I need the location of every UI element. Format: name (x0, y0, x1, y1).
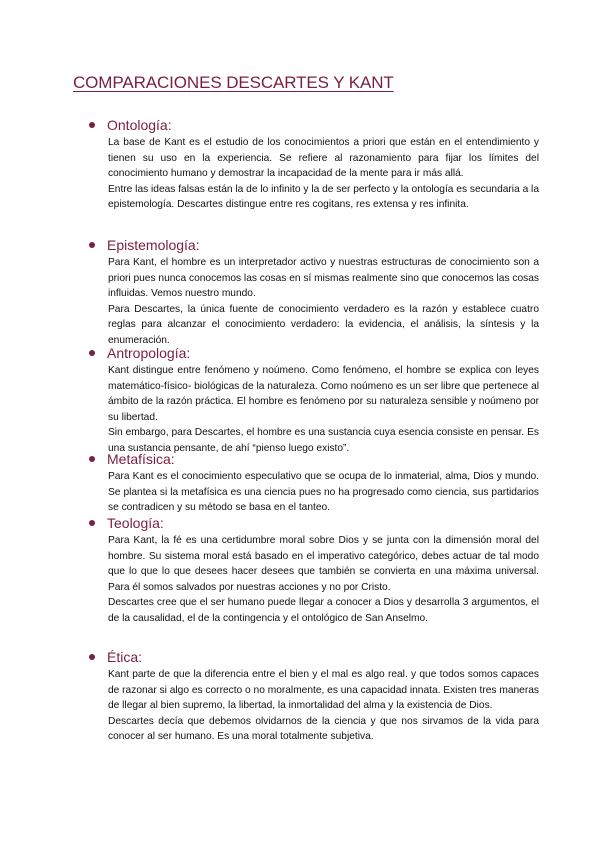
bullet-icon (89, 654, 95, 660)
bullet-icon (89, 122, 95, 128)
paragraph: Para Kant, la fé es una certidumbre moral sobre Dios y se junta con la dimensión moral del hombre. Su sistema moral está basado en el imperativo categórico, debes actuar de tal modo que lo que lo que desees hacer desees que también se convierta en una máxima universal. Para él somos salvados por nuestras acciones y no por Cristo. (108, 535, 539, 593)
bullet-icon (89, 520, 95, 526)
paragraph: Para Kant es el conocimiento especulativo que se ocupa de lo inmaterial, alma, Dios y mundo. Se plantea si la metafísica es una ciencia pues no ha progresado como ciencia, sus partidarios se contradicen y su método se basa en el tanteo. (108, 471, 539, 513)
section-heading-label: Ética: (107, 648, 143, 665)
page-title: COMPARACIONES DESCARTES Y KANT (73, 73, 394, 92)
paragraph: Kant parte de que la diferencia entre el bien y el mal es algo real. y que todos somos capaces de razonar si algo es correcto o no moralmente, es una capacidad innata. Existen tres maneras de llegar al bien supremo, la libertad, la inmortalidad del alma y la existencia de Dios. (108, 669, 539, 711)
paragraph: La base de Kant es el estudio de los conocimientos a priori que están en el entendimiento y tienen su uso en la experiencia. Se refiere al razonamiento para fijar los límites del conocimiento humano y demostrar la incapacidad de la mente para ir más allá. (108, 137, 539, 179)
paragraph: Sin embargo, para Descartes, el hombre es una sustancia cuya esencia consiste en pensar. Es una sustancia pensante, de ahí “pienso luego existo”. (108, 427, 539, 454)
section-etica (91, 648, 541, 745)
section-metafisica (91, 450, 541, 516)
section-ontologia (91, 116, 541, 213)
section-heading-label: Teología: (107, 514, 164, 531)
bullet-icon (89, 242, 95, 248)
section-heading-label: Metafísica: (107, 450, 175, 467)
paragraph: Para Kant, el hombre es un interpretador activo y nuestras estructuras de conocimiento son a priori pues nunca conocemos las cosas en sí mismas realmente sino que conocemos las cosas influidas. Vemos nuestro mundo. (108, 257, 539, 299)
paragraph: Entre las ideas falsas están la de lo infinito y la de ser perfecto y la ontología es secundaria a la epistemología. Descartes distingue entre res cogitans, res extensa y res infinita. (108, 183, 539, 210)
section-heading-label: Antropología: (107, 344, 191, 361)
section-antropologia (91, 344, 541, 456)
section-heading (89, 648, 541, 665)
paragraph: Para Descartes, la única fuente de conocimiento verdadero es la razón y establece cuatro reglas para alcanzar el conocimiento verdadero: la evidencia, el análisis, la síntesis y la enumeración. (108, 303, 539, 346)
section-heading (89, 116, 541, 133)
section-heading (89, 344, 541, 361)
section-epistemologia (91, 236, 541, 348)
section-heading (89, 450, 541, 467)
bullet-icon (89, 456, 95, 462)
bullet-icon (89, 350, 95, 356)
section-teologia (91, 514, 541, 626)
section-heading (89, 236, 541, 253)
section-heading-label: Ontología: (107, 116, 172, 133)
paragraph: Kant distingue entre fenómeno y noúmeno. Como fenómeno, el hombre se explica con leyes matemático-físico- biológicas de la naturaleza. Como noúmeno es un ser libre que pertenece al ámbito de la razón práctica. El hombre es fenómeno por su naturaleza sensible y noúmeno por su libertad. (108, 365, 539, 423)
section-heading-label: Epistemología: (107, 236, 200, 253)
section-heading (89, 514, 541, 531)
paragraph: Descartes cree que el ser humano puede llegar a conocer a Dios y desarrolla 3 argumentos, el de la causalidad, el de la contingencia y el ontológico de San Anselmo. (108, 597, 539, 624)
paragraph: Descartes decía que debemos olvidarnos de la ciencia y que nos sirvamos de la vida para conocer al ser humano. Es una moral totalmente subjetiva. (108, 715, 539, 742)
